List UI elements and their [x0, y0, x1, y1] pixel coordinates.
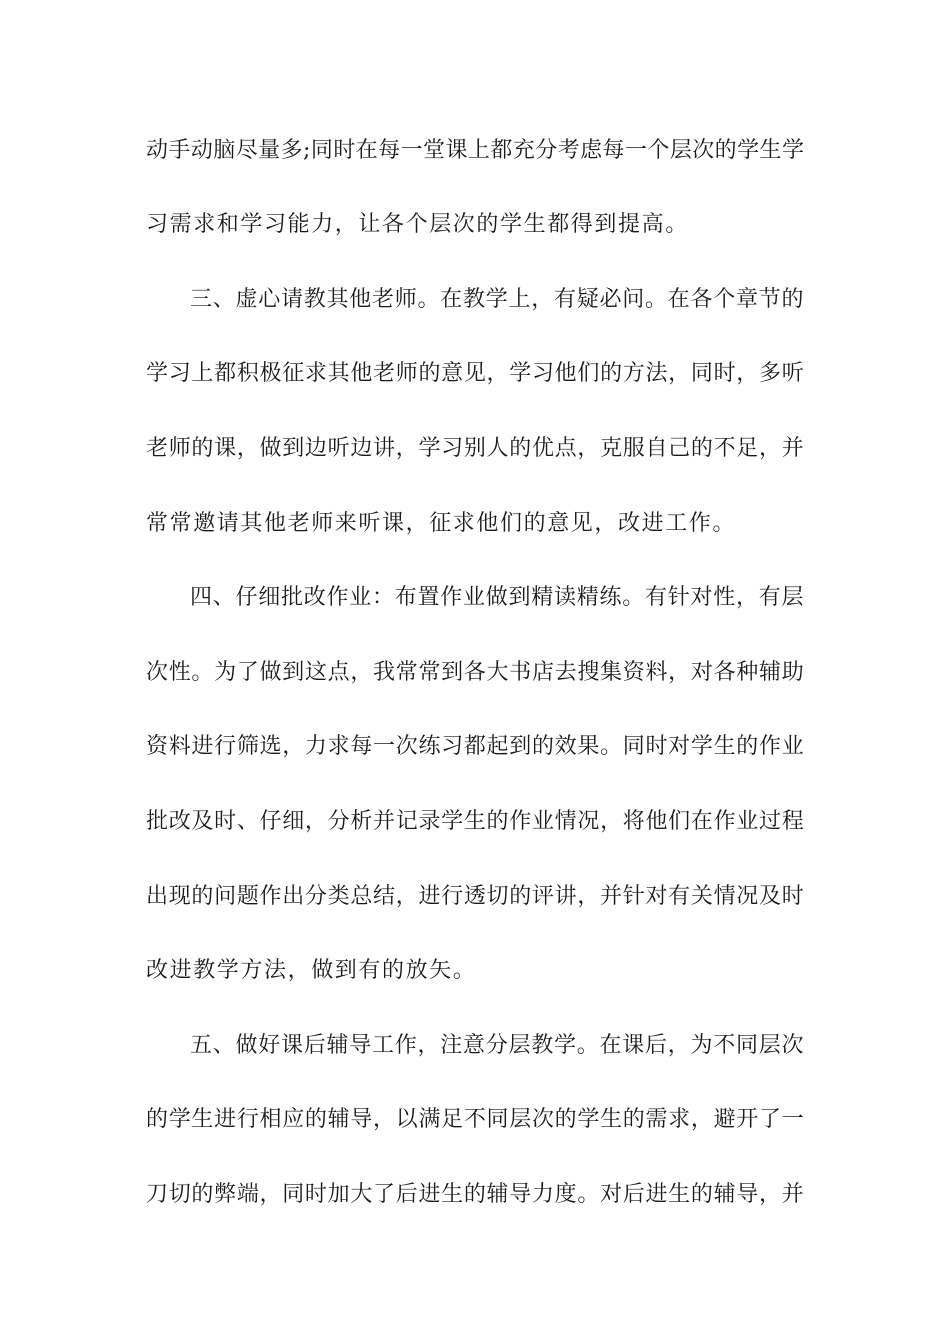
paragraph-heading-line: 四、仔细批改作业：布置作业做到精读精练。有针对性，有层	[190, 585, 805, 610]
text-line: 刀切的弊端，同时加大了后进生的辅导力度。对后进生的辅导，并	[146, 1182, 805, 1207]
text-line: 的学生进行相应的辅导，以满足不同层次的学生的需求，避开了一	[146, 1107, 805, 1132]
text-line: 常常邀请其他老师来听课，征求他们的意见，改进工作。	[146, 511, 737, 536]
text-line: 资料进行筛选，力求每一次练习都起到的效果。同时对学生的作业	[146, 734, 805, 759]
text-line: 习需求和学习能力，让各个层次的学生都得到提高。	[146, 212, 689, 237]
text-line: 改进教学方法，做到有的放矢。	[146, 958, 477, 983]
text-line: 动手动脑尽量多;同时在每一堂课上都充分考虑每一个层次的学生学	[146, 138, 805, 163]
text-line: 老师的课，做到边听边讲，学习别人的优点，克服自己的不足，并	[146, 436, 805, 461]
text-line: 学习上都积极征求其他老师的意见，学习他们的方法，同时，多听	[146, 361, 805, 386]
text-line: 出现的问题作出分类总结，进行透切的评讲，并针对有关情况及时	[146, 884, 805, 909]
paragraph-heading-line: 五、做好课后辅导工作，注意分层教学。在课后，为不同层次	[190, 1033, 805, 1058]
text-line: 次性。为了做到这点，我常常到各大书店去搜集资料，对各种辅助	[146, 660, 805, 685]
text-line: 批改及时、仔细，分析并记录学生的作业情况，将他们在作业过程	[146, 809, 805, 834]
paragraph-heading-line: 三、虚心请教其他老师。在教学上，有疑必问。在各个章节的	[190, 287, 805, 312]
